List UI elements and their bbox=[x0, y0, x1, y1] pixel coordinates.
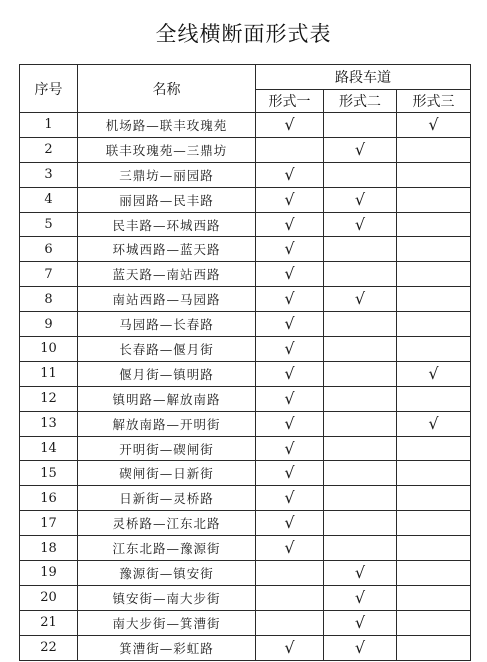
form-2-check: √ bbox=[324, 287, 397, 312]
form-2-check bbox=[324, 436, 397, 461]
row-segment-name: 箕漕街—彩虹路 bbox=[78, 635, 256, 660]
row-segment-name: 丽园路—民丰路 bbox=[78, 187, 256, 212]
cross-section-table bbox=[19, 64, 471, 661]
row-number: 11 bbox=[20, 361, 78, 386]
form-2-check bbox=[324, 162, 397, 187]
form-2-check: √ bbox=[324, 585, 397, 610]
row-segment-name: 豫源街—镇安街 bbox=[78, 561, 256, 586]
row-segment-name: 日新街—灵桥路 bbox=[78, 486, 256, 511]
table-row bbox=[20, 237, 471, 262]
table-row bbox=[20, 486, 471, 511]
row-segment-name: 开明街—碶闸街 bbox=[78, 436, 256, 461]
table-row bbox=[20, 212, 471, 237]
form-3-check bbox=[397, 585, 471, 610]
header-name: 名称 bbox=[78, 65, 256, 113]
form-2-check: √ bbox=[324, 635, 397, 660]
form-2-check bbox=[324, 461, 397, 486]
form-2-check bbox=[324, 113, 397, 138]
row-segment-name: 民丰路—环城西路 bbox=[78, 212, 256, 237]
table-row bbox=[20, 610, 471, 635]
form-1-check: √ bbox=[256, 337, 324, 362]
form-3-check bbox=[397, 511, 471, 536]
form-3-check bbox=[397, 187, 471, 212]
form-1-check bbox=[256, 585, 324, 610]
row-number: 5 bbox=[20, 212, 78, 237]
form-2-check bbox=[324, 411, 397, 436]
form-3-check bbox=[397, 386, 471, 411]
row-number: 15 bbox=[20, 461, 78, 486]
row-number: 16 bbox=[20, 486, 78, 511]
form-1-check: √ bbox=[256, 162, 324, 187]
row-segment-name: 机场路—联丰玫瑰苑 bbox=[78, 113, 256, 138]
form-1-check: √ bbox=[256, 411, 324, 436]
form-2-check bbox=[324, 386, 397, 411]
form-3-check bbox=[397, 137, 471, 162]
form-3-check: √ bbox=[397, 361, 471, 386]
form-3-check bbox=[397, 287, 471, 312]
form-3-check bbox=[397, 635, 471, 660]
table-header bbox=[20, 65, 471, 113]
header-form-2: 形式二 bbox=[324, 90, 397, 113]
header-index: 序号 bbox=[20, 65, 78, 113]
form-1-check: √ bbox=[256, 262, 324, 287]
row-number: 13 bbox=[20, 411, 78, 436]
row-number: 22 bbox=[20, 635, 78, 660]
form-1-check: √ bbox=[256, 212, 324, 237]
row-segment-name: 江东北路—豫源街 bbox=[78, 536, 256, 561]
row-segment-name: 蓝天路—南站西路 bbox=[78, 262, 256, 287]
form-1-check: √ bbox=[256, 287, 324, 312]
form-1-check: √ bbox=[256, 635, 324, 660]
table-row bbox=[20, 113, 471, 138]
form-3-check bbox=[397, 486, 471, 511]
row-number: 4 bbox=[20, 187, 78, 212]
row-segment-name: 灵桥路—江东北路 bbox=[78, 511, 256, 536]
row-number: 19 bbox=[20, 561, 78, 586]
row-number: 18 bbox=[20, 536, 78, 561]
row-number: 10 bbox=[20, 337, 78, 362]
table-row bbox=[20, 287, 471, 312]
page-title: 全线横断面形式表 bbox=[155, 22, 332, 46]
form-1-check: √ bbox=[256, 237, 324, 262]
row-segment-name: 解放南路—开明街 bbox=[78, 411, 256, 436]
row-number: 1 bbox=[20, 113, 78, 138]
table-row bbox=[20, 511, 471, 536]
form-2-check bbox=[324, 312, 397, 337]
table-row bbox=[20, 187, 471, 212]
form-2-check: √ bbox=[324, 187, 397, 212]
row-number: 12 bbox=[20, 386, 78, 411]
form-2-check bbox=[324, 361, 397, 386]
form-2-check: √ bbox=[324, 610, 397, 635]
table-body bbox=[20, 113, 471, 661]
form-2-check bbox=[324, 262, 397, 287]
row-segment-name: 长春路—偃月街 bbox=[78, 337, 256, 362]
form-3-check bbox=[397, 212, 471, 237]
row-number: 7 bbox=[20, 262, 78, 287]
form-1-check: √ bbox=[256, 187, 324, 212]
form-2-check bbox=[324, 536, 397, 561]
table-row bbox=[20, 461, 471, 486]
form-2-check bbox=[324, 237, 397, 262]
form-1-check: √ bbox=[256, 361, 324, 386]
header-lane-group: 路段车道 bbox=[256, 65, 471, 90]
form-2-check: √ bbox=[324, 212, 397, 237]
row-number: 17 bbox=[20, 511, 78, 536]
form-3-check: √ bbox=[397, 113, 471, 138]
form-1-check: √ bbox=[256, 511, 324, 536]
form-1-check bbox=[256, 137, 324, 162]
table-row bbox=[20, 312, 471, 337]
table-row bbox=[20, 262, 471, 287]
header-form-1: 形式一 bbox=[256, 90, 324, 113]
form-3-check bbox=[397, 312, 471, 337]
table-row bbox=[20, 361, 471, 386]
header-form-3: 形式三 bbox=[397, 90, 471, 113]
form-3-check bbox=[397, 337, 471, 362]
table-row bbox=[20, 137, 471, 162]
form-3-check bbox=[397, 162, 471, 187]
form-3-check bbox=[397, 461, 471, 486]
form-2-check bbox=[324, 511, 397, 536]
form-3-check bbox=[397, 610, 471, 635]
form-1-check: √ bbox=[256, 486, 324, 511]
form-1-check: √ bbox=[256, 113, 324, 138]
form-2-check: √ bbox=[324, 561, 397, 586]
row-segment-name: 南站西路—马园路 bbox=[78, 287, 256, 312]
table-row bbox=[20, 561, 471, 586]
row-segment-name: 环城西路—蓝天路 bbox=[78, 237, 256, 262]
table-row bbox=[20, 436, 471, 461]
table-row bbox=[20, 585, 471, 610]
row-segment-name: 三鼎坊—丽园路 bbox=[78, 162, 256, 187]
form-3-check bbox=[397, 262, 471, 287]
row-segment-name: 镇安街—南大步街 bbox=[78, 585, 256, 610]
form-1-check: √ bbox=[256, 436, 324, 461]
table-row bbox=[20, 536, 471, 561]
row-segment-name: 马园路—长春路 bbox=[78, 312, 256, 337]
form-3-check: √ bbox=[397, 411, 471, 436]
form-3-check bbox=[397, 237, 471, 262]
row-segment-name: 偃月街—镇明路 bbox=[78, 361, 256, 386]
form-2-check: √ bbox=[324, 137, 397, 162]
form-3-check bbox=[397, 436, 471, 461]
form-1-check: √ bbox=[256, 386, 324, 411]
row-number: 6 bbox=[20, 237, 78, 262]
row-number: 21 bbox=[20, 610, 78, 635]
form-1-check bbox=[256, 610, 324, 635]
row-segment-name: 碶闸街—日新街 bbox=[78, 461, 256, 486]
row-segment-name: 联丰玫瑰苑—三鼎坊 bbox=[78, 137, 256, 162]
form-2-check bbox=[324, 337, 397, 362]
table-row bbox=[20, 635, 471, 660]
form-1-check: √ bbox=[256, 536, 324, 561]
row-number: 2 bbox=[20, 137, 78, 162]
row-number: 9 bbox=[20, 312, 78, 337]
table-row bbox=[20, 162, 471, 187]
row-number: 8 bbox=[20, 287, 78, 312]
form-1-check: √ bbox=[256, 461, 324, 486]
row-segment-name: 镇明路—解放南路 bbox=[78, 386, 256, 411]
row-number: 14 bbox=[20, 436, 78, 461]
table-row bbox=[20, 386, 471, 411]
form-3-check bbox=[397, 536, 471, 561]
table-row bbox=[20, 411, 471, 436]
table-row bbox=[20, 337, 471, 362]
form-1-check bbox=[256, 561, 324, 586]
form-3-check bbox=[397, 561, 471, 586]
form-2-check bbox=[324, 486, 397, 511]
row-number: 20 bbox=[20, 585, 78, 610]
form-1-check: √ bbox=[256, 312, 324, 337]
row-number: 3 bbox=[20, 162, 78, 187]
row-segment-name: 南大步街—箕漕街 bbox=[78, 610, 256, 635]
